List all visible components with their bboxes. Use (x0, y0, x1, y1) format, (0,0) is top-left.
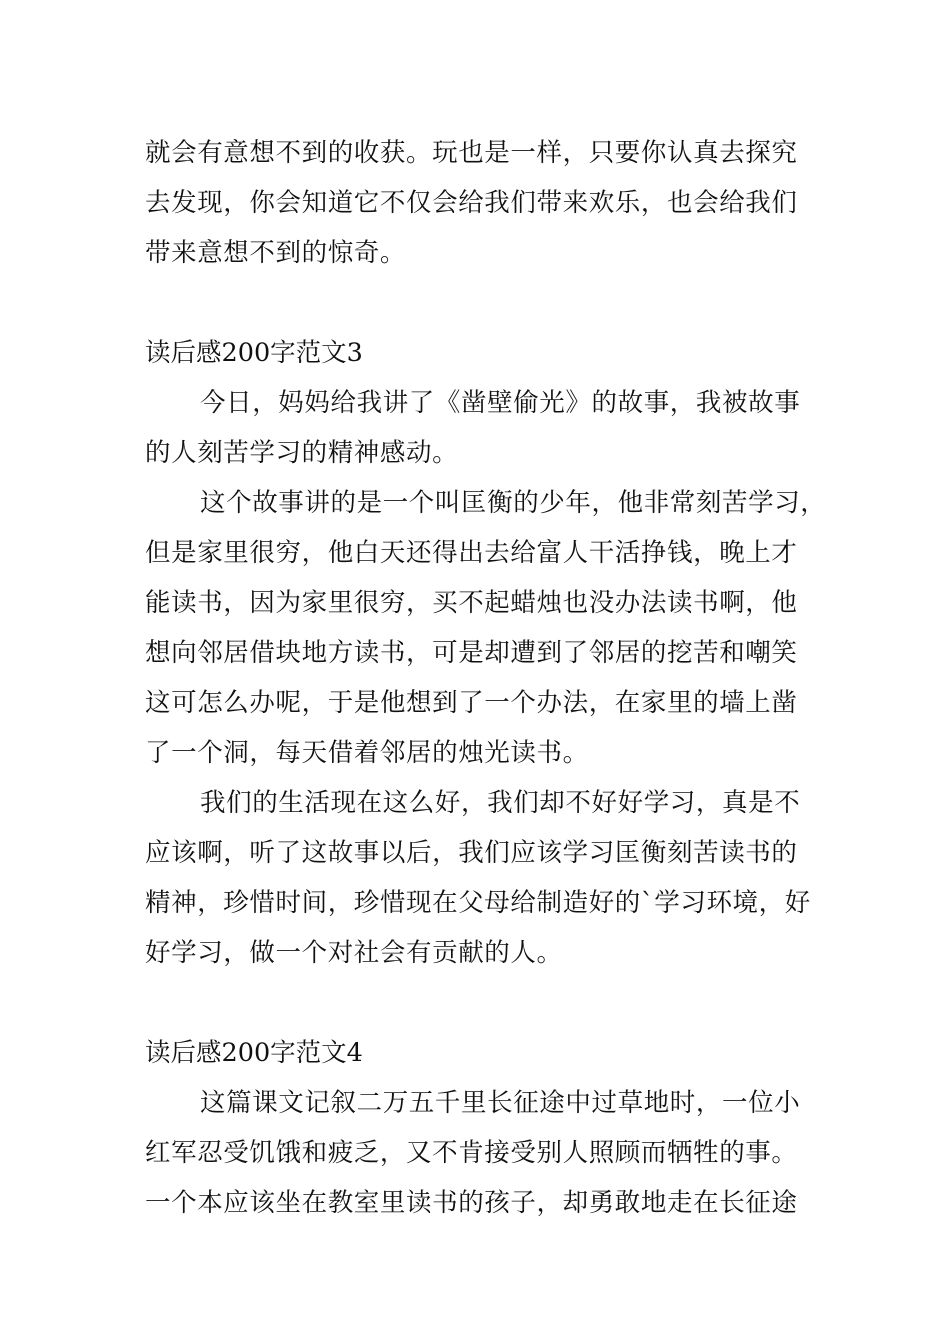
document-page (145, 128, 827, 1228)
text-line: 今日，妈妈给我讲了《凿壁偷光》的故事，我被故事 (200, 388, 801, 418)
text-line: 能读书，因为家里很穷，买不起蜡烛也没办法读书啊，他 (145, 588, 798, 618)
text-line: 就会有意想不到的收获。玩也是一样，只要你认真去探究 (145, 138, 798, 168)
section-4-paragraph-1 (145, 1078, 815, 1228)
text-line: 想向邻居借块地方读书，可是却遭到了邻居的挖苦和嘲笑 (145, 638, 798, 668)
section-heading-4: 读后感200字范文4 (145, 1038, 363, 1068)
text-line: 红军忍受饥饿和疲乏，又不肯接受别人照顾而牺牲的事。 (145, 1138, 798, 1168)
section-3-paragraph-3 (145, 778, 815, 978)
text-line: 好学习，做一个对社会有贡献的人。 (145, 938, 563, 968)
text-line: 应该啊，听了这故事以后，我们应该学习匡衡刻苦读书的 (145, 838, 798, 868)
text-line: 去发现，你会知道它不仅会给我们带来欢乐，也会给我们 (145, 188, 798, 218)
text-line: 这个故事讲的是一个叫匡衡的少年，他非常刻苦学习， (200, 488, 827, 518)
section-heading-3: 读后感200字范文3 (145, 338, 363, 368)
text-line: 一个本应该坐在教室里读书的孩子，却勇敢地走在长征途 (145, 1188, 798, 1218)
text-line: 但是家里很穷，他白天还得出去给富人干活挣钱，晚上才 (145, 538, 798, 568)
text-line: 这可怎么办呢，于是他想到了一个办法，在家里的墙上凿 (145, 688, 798, 718)
section-3-paragraph-1 (145, 378, 815, 478)
text-line: 精神，珍惜时间，珍惜现在父母给制造好的`学习环境，好 (145, 888, 811, 918)
text-line: 了一个洞，每天借着邻居的烛光读书。 (145, 738, 589, 768)
intro-paragraph (145, 128, 815, 278)
text-line: 的人刻苦学习的精神感动。 (145, 438, 459, 468)
text-line: 这篇课文记叙二万五千里长征途中过草地时，一位小 (200, 1088, 801, 1118)
text-line: 带来意想不到的惊奇。 (145, 238, 407, 268)
section-3-paragraph-2 (145, 478, 827, 778)
text-line: 我们的生活现在这么好，我们却不好好学习，真是不 (200, 788, 801, 818)
